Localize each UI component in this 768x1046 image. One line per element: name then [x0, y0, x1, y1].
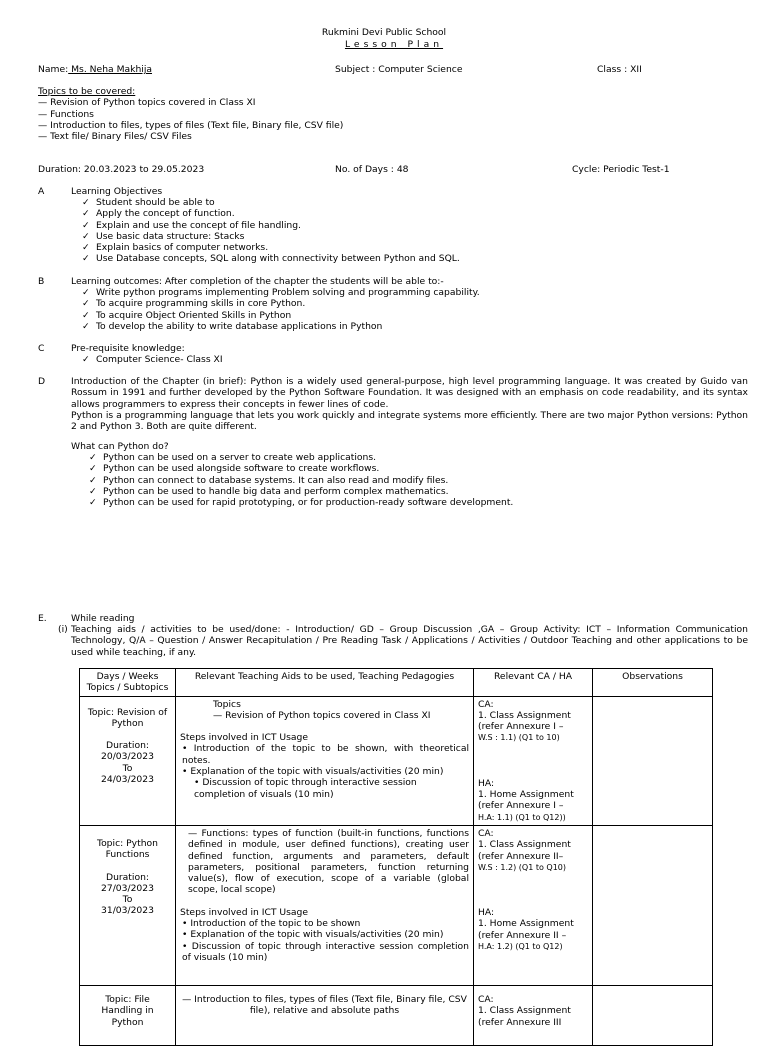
aids-cell: — Introduction to files, types of files (Text file, Binary file, CSV file), relative and absolute paths	[176, 985, 474, 1045]
section-b-letter: B	[38, 276, 45, 287]
what-python-heading: What can Python do?	[71, 441, 169, 452]
checkmark-icon: ✓	[82, 354, 90, 365]
section-a-title: Learning Objectives	[71, 186, 163, 197]
duration-field: Duration: 20.03.2023 to 29.05.2023	[38, 164, 205, 175]
topic-item: — Functions	[38, 108, 94, 120]
section-c-letter: C	[38, 343, 45, 354]
class-field: Class : XII	[597, 64, 642, 75]
section-e-title: While reading	[71, 613, 135, 624]
aids-cell: — Functions: types of function (built-in functions, functions defined in module, user defined functions), creating user defined function, arguments and parameters, default parameters, positional parameters, function returning value(s), flow of execution, scope of a variable (global scope, local scope) Steps involved in ICT Usage • Introduction of the topic to be shown • Explanation of the topic with visuals/activities (20 min) • Discussion of topic through interactive session completion of visuals (10 min)	[176, 825, 474, 985]
table-row	[80, 825, 713, 985]
assessment-cell: CA: 1. Class Assignment (refer Annexure III	[474, 985, 593, 1045]
subject-field: Subject : Computer Science	[335, 64, 463, 75]
list-item: ✓ To develop the ability to write database applications in Python	[82, 320, 383, 332]
checkmark-icon: ✓	[89, 497, 97, 509]
list-item: ✓ Apply the concept of function.	[82, 208, 235, 220]
list-item: ✓ Write python programs implementing Problem solving and programming capability.	[82, 287, 480, 298]
column-header: Relevant CA / HA	[474, 669, 593, 697]
teaching-aids-text: Teaching aids / activities to be used/done: - Introduction/ GD – Group Discussion ,GA – Group Activity: ICT – Information Communication Technology, Q/A – Question / Answer Recapitulation / Pre Reading Task / Applications / Activities / Outdoor Teaching and other applications to be used while teaching, if any.	[71, 624, 748, 658]
topic-item: — Text file/ Binary Files/ CSV Files	[38, 131, 192, 143]
checkmark-icon: ✓	[82, 309, 90, 321]
section-a-letter: A	[38, 186, 45, 197]
table-header-row	[80, 669, 713, 697]
checkmark-icon: ✓	[82, 219, 90, 231]
observations-cell	[593, 985, 713, 1045]
list-item: ✓ Explain and use the concept of file handling.	[82, 219, 301, 231]
list-item: ✓ Python can be used on a server to create web applications.	[89, 452, 377, 463]
checkmark-icon: ✓	[89, 474, 97, 486]
section-e-letter: E.	[38, 613, 47, 624]
checkmark-icon: ✓	[82, 230, 90, 242]
column-header: Days / Weeks Topics / Subtopics	[80, 669, 176, 697]
days-field: No. of Days : 48	[335, 164, 409, 175]
list-item: ✓ Explain basics of computer networks.	[82, 242, 269, 254]
list-item: ✓ Python can be used to handle big data and perform complex mathematics.	[89, 485, 449, 497]
topic-item: — Revision of Python topics covered in Class XI	[38, 97, 256, 109]
column-header: Relevant Teaching Aids to be used, Teaching Pedagogies	[176, 669, 474, 697]
list-item: ✓ Computer Science- Class XI	[82, 354, 223, 365]
list-item: ✓ To acquire programming skills in core Python.	[82, 298, 306, 310]
checkmark-icon: ✓	[89, 485, 97, 497]
section-b-list	[82, 287, 480, 332]
list-item: ✓ Python can be used alongside software to create workflows.	[89, 463, 380, 475]
table-row	[80, 985, 713, 1045]
observations-cell	[593, 825, 713, 985]
checkmark-icon: ✓	[82, 208, 90, 220]
section-d-letter: D	[38, 376, 46, 387]
list-item: ✓ To acquire Object Oriented Skills in Python	[82, 309, 292, 321]
list-item: ✓ Student should be able to	[82, 197, 215, 208]
topics-block	[38, 86, 343, 142]
section-c-title: Pre-requisite knowledge:	[71, 343, 185, 354]
intro-paragraph: Introduction of the Chapter (in brief): Python is a widely used general-purpose, high level programming language. It was created by Guido van Rossum in 1991 and further developed by the Python Software Foundation. It was designed with an emphasis on code readability, and its syntax allows programmers to express their concepts in fewer lines of code.	[71, 376, 748, 410]
checkmark-icon: ✓	[82, 253, 90, 265]
section-b-title: Learning outcomes: After completion of the chapter the students will be able to:-	[71, 276, 444, 287]
checkmark-icon: ✓	[82, 197, 90, 208]
teacher-name: Ms. Neha Makhija	[68, 64, 153, 75]
checkmark-icon: ✓	[89, 463, 97, 475]
observations-cell	[593, 696, 713, 825]
topic-cell: Topic: Python Functions Duration: 27/03/2023 To 31/03/2023	[80, 825, 176, 985]
list-item: ✓ Use Database concepts, SQL along with connectivity between Python and SQL.	[82, 253, 460, 265]
checkmark-icon: ✓	[82, 287, 90, 298]
list-item: ✓ Python can connect to database systems. It can also read and modify files.	[89, 474, 449, 486]
cycle-field: Cycle: Periodic Test-1	[572, 164, 670, 175]
section-c-list	[82, 354, 223, 365]
document-title: Lesson Plan	[344, 39, 444, 50]
list-item: ✓ Python can be used for rapid prototyping, or for production-ready software development.	[89, 497, 514, 509]
checkmark-icon: ✓	[82, 320, 90, 332]
column-header: Observations	[593, 669, 713, 697]
assessment-cell: CA: 1. Class Assignment (refer Annexure II– W.S : 1.2) (Q1 to Q10) HA: 1. Home Assignment (refer Annexure II – H.A: 1.2) (Q1 to Q12)	[474, 825, 593, 985]
school-name: Rukmini Devi Public School	[321, 27, 447, 38]
topic-cell: Topic: File Handling in Python	[80, 985, 176, 1045]
assessment-cell: CA: 1. Class Assignment (refer Annexure I – W.S : 1.1) (Q1 to 10) HA: 1. Home Assignment (refer Annexure I – H.A: 1.1) (Q1 to Q12))	[474, 696, 593, 825]
topics-heading: Topics to be covered:	[38, 86, 136, 97]
name-label: Name:	[38, 64, 69, 75]
section-a-list	[82, 197, 460, 265]
checkmark-icon: ✓	[82, 298, 90, 310]
list-item: ✓ Use basic data structure: Stacks	[82, 230, 245, 242]
checkmark-icon: ✓	[89, 452, 97, 463]
name-field	[38, 64, 152, 75]
python-paragraph: Python is a programming language that lets you work quickly and integrate systems more efficiently. There are two major Python versions: Python 2 and Python 3. Both are quite different.	[71, 410, 748, 433]
checkmark-icon: ✓	[82, 242, 90, 254]
topic-cell: Topic: Revision of Python Duration: 20/03/2023 To 24/03/2023	[80, 696, 176, 825]
aids-cell: Topics — Revision of Python topics covered in Class XI Steps involved in ICT Usage • Introduction of the topic to be shown, with theoretical notes. • Explanation of the topic with visuals/activities (20 min) • Discussion of topic through interactive session completion of visuals (10 min)	[176, 696, 474, 825]
section-e-marker: (i)	[58, 624, 68, 635]
lesson-plan-table	[79, 668, 713, 1046]
python-uses-list	[89, 452, 513, 508]
table-row	[80, 696, 713, 825]
topic-item: — Introduction to files, types of files (Text file, Binary file, CSV file)	[38, 119, 344, 131]
